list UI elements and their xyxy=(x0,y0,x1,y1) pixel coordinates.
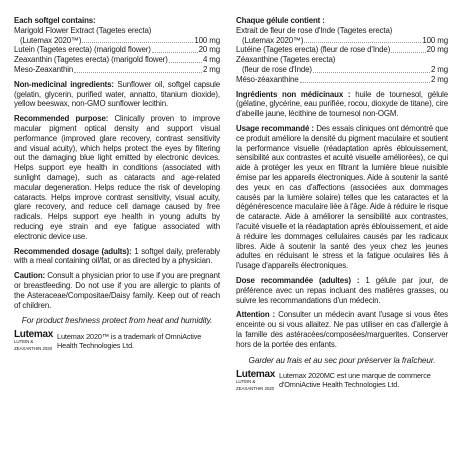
lutemax-logo-fr xyxy=(236,368,276,392)
en-lutemax-row xyxy=(14,36,220,46)
fr-lutein-row xyxy=(236,45,448,55)
en-purpose-heading: Recommended purpose: xyxy=(14,114,109,124)
fr-dose-text: 1 gélule par jour, de préférence avec un repas incluant des matières grasses, ou suivre les recommandations d'un médecin. xyxy=(236,275,448,305)
en-meso-zeaxanthin-name: Meso-Zeaxanthin xyxy=(14,64,74,74)
en-purpose-paragraph xyxy=(14,114,220,241)
dot-leader xyxy=(152,52,198,53)
en-non-medicinal-text: Sunflower oil, softgel capsule (gelatin, glycerin, purified water, annatto, titanium dioxide), yellow beeswax, non-GMO sunflower lecithin. xyxy=(14,79,220,109)
fr-non-medicinal-text: huile de tournesol, gélule (gélatine, glycérine, eau purifiée, rocou, dioxyde de titane), cire d'abeille jaune, lécithine de tournesol non-OGM. xyxy=(236,89,448,119)
fr-lutemax-amount: 100 mg xyxy=(422,35,448,45)
fr-lutein-amount: 20 mg xyxy=(426,45,448,55)
en-meso-zeaxanthin-row xyxy=(14,65,220,75)
en-lutein-amount: 20 mg xyxy=(198,45,220,55)
fr-trademark-text: Lutemax 2020MC est une marque de commerce d'OmniActive Health Technologies Ltd. xyxy=(279,371,431,389)
en-freshness-note: For product freshness protect from heat and humidity. xyxy=(21,315,213,326)
fr-dose-paragraph xyxy=(236,276,448,305)
en-each-softgel-heading: Each softgel contains: xyxy=(14,16,96,25)
fr-lutemax-name: (Lutemax 2020™) xyxy=(242,35,304,45)
fr-freshness-note: Garder au frais et au sec pour préserver la fraîcheur. xyxy=(248,354,436,365)
en-non-medicinal-heading: Non-medicinal ingredients: xyxy=(14,79,114,89)
fr-non-medicinal-paragraph xyxy=(236,90,448,119)
french-column xyxy=(236,16,448,392)
lutemax-logo-word-fr: Lutemax xyxy=(236,368,276,380)
fr-each-softgel-heading: Chaque gélule contient : xyxy=(236,16,325,25)
en-lutein-name: Lutein (Tagetes erecta) (marigold flower) xyxy=(14,45,151,55)
fr-lutemax-row xyxy=(236,36,448,46)
fr-attention-heading: Attention : xyxy=(236,310,276,320)
en-caution-paragraph xyxy=(14,271,220,310)
fr-marigold-line: Extrait de fleur de rose d'Inde (Tagetes erecta) xyxy=(236,25,393,35)
dot-leader xyxy=(391,52,425,53)
en-dosage-heading: Recommended dosage (adults): xyxy=(14,246,132,256)
en-zeaxanthin-row xyxy=(14,55,220,65)
fr-meso-zeaxanthin-amount: 2 mg xyxy=(430,74,448,84)
en-marigold-line: Marigold Flower Extract (Tagetes erecta) xyxy=(14,25,152,35)
lutemax-logo-small: LUTEIN & ZEAXANTHIN 2020 xyxy=(14,339,52,352)
lutemax-logo-word: Lutemax xyxy=(14,329,54,341)
dot-leader xyxy=(74,72,202,73)
fr-zeaxanthin-sub-name: (fleur de rose d'Inde) xyxy=(242,64,312,74)
en-trademark-block xyxy=(14,331,220,352)
fr-usage-heading: Usage recommandé : xyxy=(236,123,314,133)
en-lutein-row xyxy=(14,45,220,55)
fr-zeaxanthin-name: Zéaxanthine (Tagetes erecta) xyxy=(236,55,336,65)
fr-meso-zeaxanthin-row xyxy=(236,75,448,85)
lutemax-logo xyxy=(14,331,53,352)
fr-dose-heading: Dose recommandée (adultes) : xyxy=(236,275,360,285)
fr-trademark-block xyxy=(236,368,448,392)
en-zeaxanthin-amount: 4 mg xyxy=(202,55,220,65)
en-non-medicinal-paragraph xyxy=(14,80,220,109)
lutemax-logo-small-fr: LUTEIN & ZEAXANTHIN 2020 xyxy=(236,378,274,391)
dot-leader xyxy=(313,72,430,73)
en-meso-zeaxanthin-amount: 2 mg xyxy=(202,64,220,74)
fr-lutein-name: Lutéine (Tagetes erecta) (fleur de rose d'Inde) xyxy=(236,45,391,55)
en-dosage-paragraph xyxy=(14,247,220,267)
en-purpose-text: Clinically proven to improve macular pigment optical density and support visual performance (improved glare recovery, contrast sensitivity and visual acuity), which helps protect the eyes by filtering out the damaging blue light emitted by electronic devices. Helps support eye health in conditions (associated with sunlight damage), such as cataracts and age-related macular degeneration. Helps reduce the risk of developing cataracts. Helps improve contrast sensitivity, visual acuity, glare recovery, and reduce cell damage caused by free radicals. Helps support eye health in young adults by reducing eye strain and eye fatigue associated with electronic device use. xyxy=(14,114,220,241)
en-trademark-text: Lutemax 2020™ is a trademark of OmniActive Health Technologies Ltd. xyxy=(57,332,202,350)
en-lutemax-name: (Lutemax 2020™) xyxy=(20,35,82,45)
fr-zeaxanthin-amount: 2 mg xyxy=(430,64,448,74)
fr-usage-paragraph xyxy=(236,124,448,271)
dot-leader xyxy=(304,42,421,43)
fr-zeaxanthin-row xyxy=(236,65,448,75)
english-column xyxy=(14,16,220,352)
en-lutemax-amount: 100 mg xyxy=(194,35,220,45)
dot-leader xyxy=(82,42,193,43)
en-dosage-text: 1 softgel daily, preferably with a meal containing oil/fat, or as directed by a physician. xyxy=(14,246,220,266)
fr-non-medicinal-heading: Ingrédients non médicinaux : xyxy=(236,89,351,99)
en-zeaxanthin-name: Zeaxanthin (Tagetes erecta) (marigold flower) xyxy=(14,55,168,65)
en-caution-text: Consult a physician prior to use if you are pregnant or breastfeeding. Do not use if you are allergic to plants of the Asteraceae/Compositae/Daisy family. Keep out of reach of children. xyxy=(14,271,221,310)
fr-attention-text: Consulter un médecin avant l'usage si vous êtes enceinte ou si vous allaitez. Ne pas utiliser en cas d'allergie à la famille des astéracées/composées/marguerites. Conserver hors de la portée des enfants. xyxy=(236,310,449,349)
fr-attention-paragraph xyxy=(236,310,448,349)
fr-usage-text: Des essais cliniques ont démontré que ce produit améliore la densité du pigment maculaire et soutient la performance visuelle (réadaptation après éblouissement, sensibilité aux contrastes et acuité visuelle améliorées), ce qui aide à protéger les yeux en filtrant la lumière bleue nuisible émise par les appareils électroniques. Aide à soutenir la santé des yeux en cas d'affections (associées aux dommages causés par la lumière solaire) telles que les cataractes et la dégénérescence maculaire liée à l'âge. Aide à réduire le risque de cataracte. Aide à améliorer la sensibilité aux contrastes, l'acuité visuelle et la réadaptation après éblouissement, et aide à réduire les dommages cellulaires causés par les radicaux libres. Aide à soutenir la santé des yeux chez les jeunes adultes en réduisant le stress et la fatigue oculaires liés à l'usage d'appareils électroniques. xyxy=(236,123,449,271)
fr-meso-zeaxanthin-name: Méso-zéaxanthine xyxy=(236,74,299,84)
dot-leader xyxy=(169,62,202,63)
dot-leader xyxy=(300,82,430,83)
en-caution-heading: Caution: xyxy=(14,271,46,281)
